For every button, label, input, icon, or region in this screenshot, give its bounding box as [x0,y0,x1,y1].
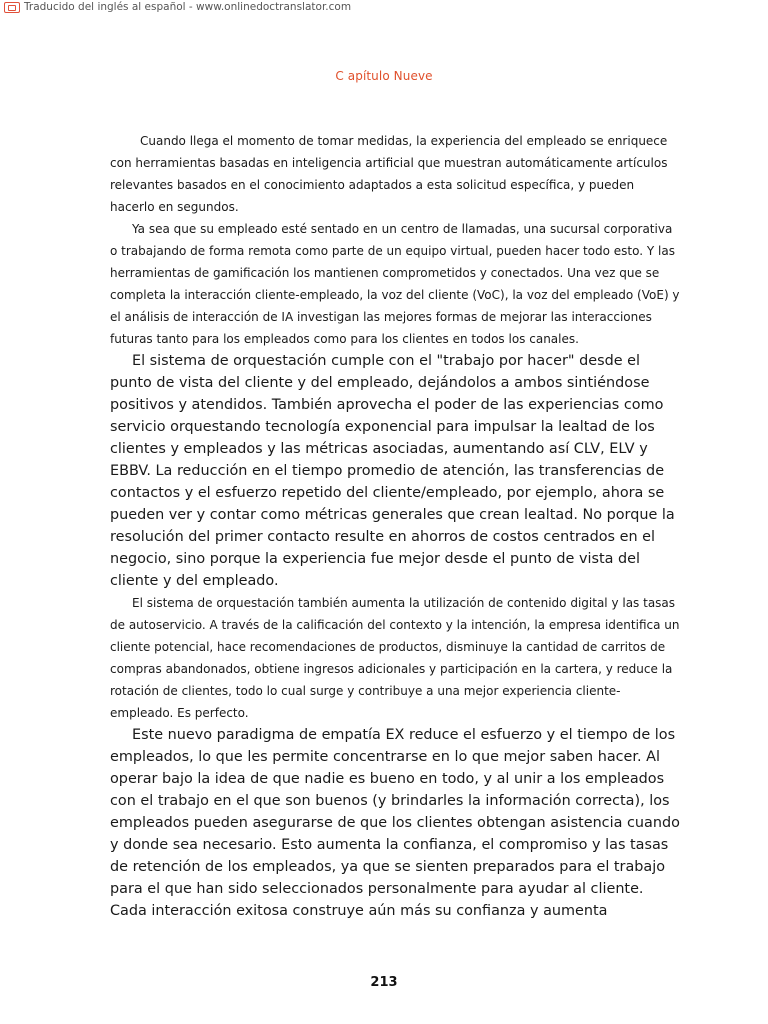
page-body [110,130,680,922]
paragraph-4: El sistema de orquestación también aumenta la utilización de contenido digital y las tasas de autoservicio. A través de la calificación del contexto y la intención, la empresa identifica un cliente potencial, hace recomendaciones de productos, disminuye la cantidad de carritos de compras abandonados, obtiene ingresos adicionales y participación en la cartera, y reduce la rotación de clientes, todo lo cual surge y contribuye a una mejor experiencia cliente-empleado. Es perfecto. [110,596,680,720]
translation-banner-text[interactable]: Traducido del inglés al español - www.onlinedoctranslator.com [24,1,352,13]
chapter-title: C apítulo Nueve [335,69,433,83]
translator-logo-icon [4,2,20,13]
page-number: 213 [370,975,398,990]
paragraph-5: Este nuevo paradigma de empatía EX reduce el esfuerzo y el tiempo de los empleados, lo que les permite concentrarse en lo que mejor saben hacer. Al operar bajo la idea de que nadie es bueno en todo, y al unir a los empleados con el trabajo en el que son buenos (y brindarles la información correcta), los empleados pueden asegurarse de que los clientes obtengan asistencia cuando y donde sea necesario. Esto aumenta la confianza, el compromiso y las tasas de retención de los empleados, ya que se sienten preparados para el trabajo para el que han sido seleccionados personalmente para ayudar al cliente. Cada interacción exitosa construye aún más su confianza y aumenta [110,727,680,919]
paragraph-1: Cuando llega el momento de tomar medidas, la experiencia del empleado se enriquece con herramientas basadas en inteligencia artificial que muestran automáticamente artículos relevantes basados en el conocimiento adaptados a esta solicitud específica, y pueden hacerlo en segundos. [110,134,668,214]
translation-banner[interactable] [4,0,351,14]
paragraph-2: Ya sea que su empleado esté sentado en un centro de llamadas, una sucursal corporativa o trabajando de forma remota como parte de un equipo virtual, pueden hacer todo esto. Y las herramientas de gamificación los mantienen comprometidos y conectados. Una vez que se completa la interacción cliente-empleado, la voz del cliente (VoC), la voz del empleado (VoE) y el análisis de interacción de IA investigan las mejores formas de mejorar las interacciones futuras tanto para los empleados como para los clientes en todos los canales. [110,222,680,346]
paragraph-3: El sistema de orquestación cumple con el "trabajo por hacer" desde el punto de vista del cliente y del empleado, dejándolos a ambos sintiéndose positivos y atendidos. También aprovecha el poder de las experiencias como servicio orquestando tecnología exponencial para impulsar la lealtad de los clientes y empleados y las métricas asociadas, aumentando así CLV, ELV y EBBV. La reducción en el tiempo promedio de atención, las transferencias de contactos y el esfuerzo repetido del cliente/empleado, por ejemplo, ahora se pueden ver y contar como métricas generales que crean lealtad. No porque la resolución del primer contacto resulte en ahorros de costos centrados en el negocio, sino porque la experiencia fue mejor desde el punto de vista del cliente y del empleado. [110,353,675,589]
